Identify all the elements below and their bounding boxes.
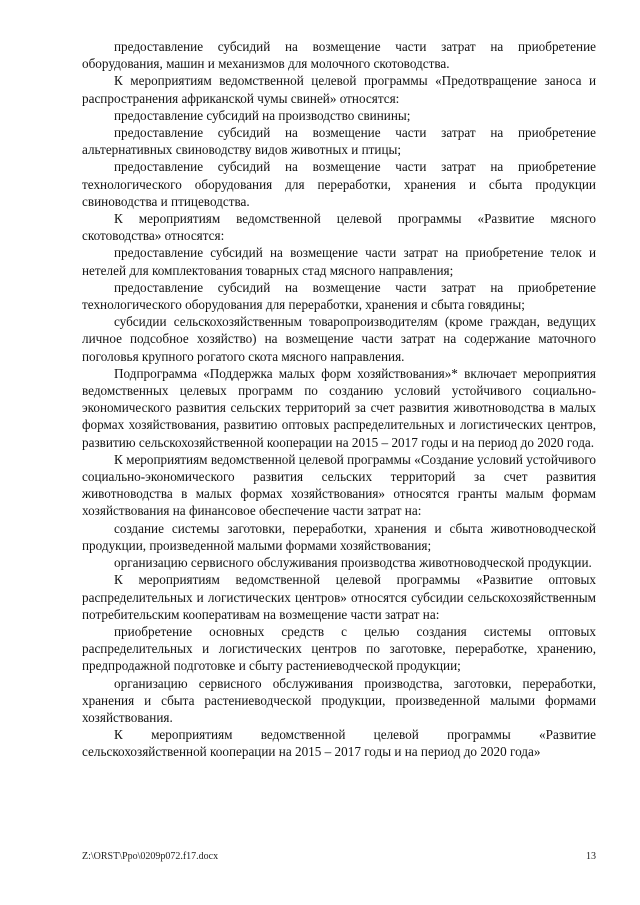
footer-page-number: 13 xyxy=(586,851,596,862)
paragraph: организацию сервисного обслуживания производства животноводческой продукции. xyxy=(114,555,592,571)
paragraph: предоставление субсидий на возмещение части затрат на приобретение технологического оборудования для переработки, хранения и сбыта продукции свиноводства и птицеводства. xyxy=(82,159,596,209)
paragraph: К мероприятиям ведомственной целевой программы «Развитие сельскохозяйственной кооперации на 2015 – 2017 годы и на период до 2020 года» xyxy=(82,727,596,760)
paragraph: К мероприятиям ведомственной целевой программы «Развитие мясного скотоводства» относятся: xyxy=(82,211,596,244)
paragraph: субсидии сельскохозяйственным товаропроизводителям (кроме граждан, ведущих личное подсобное хозяйство) на возмещение части затрат на содержание маточного поголовья крупного рогатого скота мясного направления. xyxy=(82,314,596,364)
footer-file-path: Z:\ORST\Ppo\0209p072.f17.docx xyxy=(82,851,219,862)
paragraph: предоставление субсидий на возмещение части затрат на приобретение оборудования, машин и механизмов для молочного скотоводства. xyxy=(82,39,596,72)
paragraph: создание системы заготовки, переработки, хранения и сбыта животноводческой продукции, произведенной малыми формами хозяйствования; xyxy=(82,520,596,553)
body-text xyxy=(82,38,596,761)
paragraph: К мероприятиям ведомственной целевой программы «Развитие оптовых распределительных и логистических центров» относятся субсидии сельскохозяйственным потребительским кооперативам на возмещение части затрат на: xyxy=(82,572,596,622)
paragraph: предоставление субсидий на производство свинины; xyxy=(114,107,411,123)
paragraph: предоставление субсидий на возмещение части затрат на приобретение телок и нетелей для комплектования товарных стад мясного направления; xyxy=(82,245,596,278)
paragraph: К мероприятиям ведомственной целевой программы «Создание условий устойчивого социально-экономического развития сельских территорий за счет развития животноводства в малых формах хозяйствования» относятся гранты малым формам хозяйствования на финансовое обеспечение части затрат на: xyxy=(82,451,596,519)
paragraph: организацию сервисного обслуживания производства, заготовки, переработки, хранения и сбыта растениеводческой продукции, произведенной малыми формами хозяйствования. xyxy=(82,675,596,725)
paragraph: К мероприятиям ведомственной целевой программы «Предотвращение заноса и распространения африканской чумы свиней» относятся: xyxy=(82,73,596,106)
paragraph: предоставление субсидий на возмещение части затрат на приобретение технологического оборудования для переработки, хранения и сбыта говядины; xyxy=(82,279,596,313)
paragraph: предоставление субсидий на возмещение части затрат на приобретение альтернативных свиноводству видов животных и птицы; xyxy=(82,125,596,158)
paragraph: приобретение основных средств с целью создания системы оптовых распределительных и логистических центров по заготовке, переработке, хранению, предпродажной подготовке и сбыту растениеводческой продукции; xyxy=(82,623,596,674)
paragraph: Подпрограмма «Поддержка малых форм хозяйствования»* включает мероприятия ведомственных целевых программ по созданию условий устойчивого социально-экономического развития сельских территорий за счет развития животноводства в малых формах хозяйствования, развитию оптовых распределительных и логистических центров, развитию сельскохозяйственной кооперации на 2015 – 2017 годы и на период до 2020 года. xyxy=(82,365,596,450)
